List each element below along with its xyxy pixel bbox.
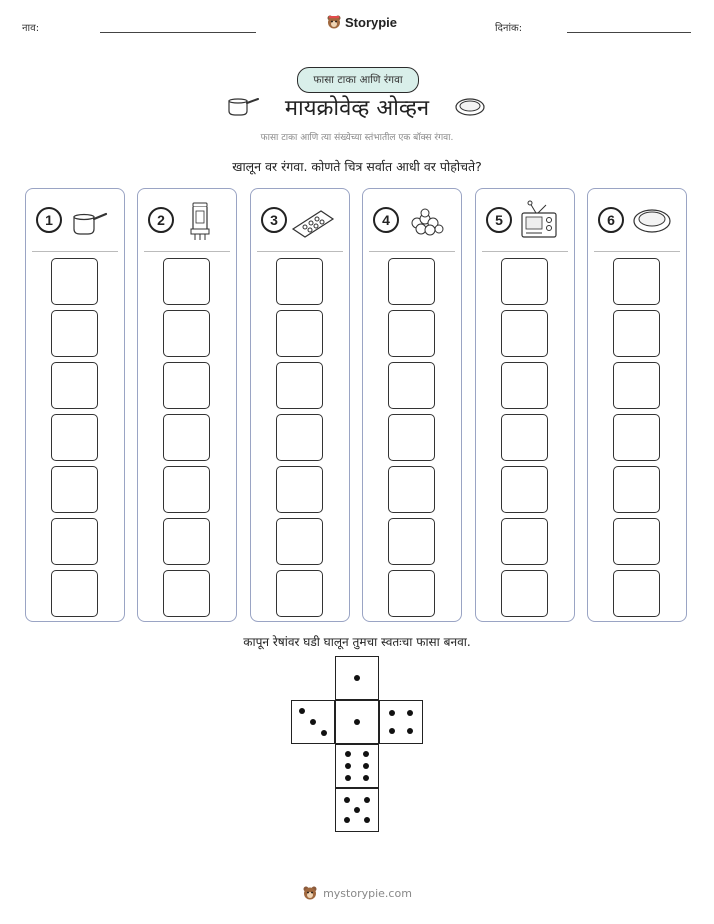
die-pip	[354, 719, 360, 725]
color-box[interactable]	[388, 570, 435, 617]
color-box[interactable]	[613, 570, 660, 617]
die-pip	[389, 728, 395, 734]
color-box[interactable]	[276, 258, 323, 305]
color-box[interactable]	[276, 570, 323, 617]
color-box[interactable]	[276, 466, 323, 513]
cut-instruction: कापून रेषांवर घडी घालून तुमचा स्वतःचा फासा बनवा.	[243, 635, 471, 649]
brand-logo	[326, 14, 397, 30]
die-pip	[310, 719, 316, 725]
page-subtitle: फासा टाका आणि त्या संख्येच्या स्तंभातील एक बॉक्स रंगवा.	[260, 133, 454, 143]
color-box[interactable]	[501, 570, 548, 617]
page-title: मायक्रोवेव्ह ओव्हन	[284, 96, 430, 121]
color-box[interactable]	[501, 466, 548, 513]
color-box[interactable]	[501, 362, 548, 409]
color-box[interactable]	[388, 362, 435, 409]
color-box[interactable]	[276, 518, 323, 565]
die-pip	[407, 710, 413, 716]
column-number: 2	[148, 207, 174, 233]
color-box[interactable]	[163, 362, 210, 409]
column-4	[362, 188, 462, 622]
color-box[interactable]	[163, 570, 210, 617]
column-divider	[257, 251, 343, 252]
color-box[interactable]	[501, 310, 548, 357]
die-face	[335, 744, 379, 788]
die-pip	[389, 710, 395, 716]
die-pip	[364, 797, 370, 803]
die-pip	[299, 708, 305, 714]
brand-name: Storypie	[345, 14, 398, 30]
color-box[interactable]	[501, 518, 548, 565]
bear-mascot-icon	[302, 885, 318, 901]
die-face	[335, 788, 379, 832]
column-number: 4	[373, 207, 399, 233]
dish-icon	[628, 199, 672, 243]
color-box[interactable]	[388, 518, 435, 565]
column-3	[250, 188, 350, 622]
die-pip	[363, 763, 369, 769]
die-pip	[363, 775, 369, 781]
die-face	[335, 656, 379, 700]
color-box[interactable]	[613, 466, 660, 513]
column-5	[475, 188, 575, 622]
color-box[interactable]	[163, 414, 210, 461]
footer-url: mystorypie.com	[323, 886, 412, 900]
color-box[interactable]	[613, 518, 660, 565]
color-box[interactable]	[163, 518, 210, 565]
color-box[interactable]	[51, 310, 98, 357]
name-line[interactable]	[100, 32, 256, 33]
color-box[interactable]	[613, 414, 660, 461]
color-box[interactable]	[51, 518, 98, 565]
die-face	[335, 700, 379, 744]
column-divider	[369, 251, 455, 252]
saucepan-icon	[66, 199, 110, 243]
die-pip	[345, 763, 351, 769]
die-pip	[407, 728, 413, 734]
die-pip	[344, 797, 350, 803]
color-box[interactable]	[613, 310, 660, 357]
column-2	[137, 188, 237, 622]
die-pip	[321, 730, 327, 736]
color-box[interactable]	[163, 258, 210, 305]
popcorn-icon	[403, 199, 447, 243]
die-pip	[345, 751, 351, 757]
color-box[interactable]	[51, 414, 98, 461]
die-face	[379, 700, 423, 744]
radio-icon	[516, 199, 560, 243]
color-box[interactable]	[163, 310, 210, 357]
column-divider	[482, 251, 568, 252]
color-box[interactable]	[613, 362, 660, 409]
column-1	[25, 188, 125, 622]
die-pip	[344, 817, 350, 823]
color-box[interactable]	[388, 258, 435, 305]
column-number: 6	[598, 207, 624, 233]
date-label: दिनांक:	[495, 23, 523, 34]
color-box[interactable]	[51, 258, 98, 305]
color-box[interactable]	[276, 362, 323, 409]
color-box[interactable]	[51, 570, 98, 617]
color-box[interactable]	[51, 362, 98, 409]
name-label: नाव:	[22, 23, 40, 34]
coloring-instruction: खालून वर रंगवा. कोणते चित्र सर्वात आधी वर पोहोचते?	[232, 159, 482, 174]
column-divider	[594, 251, 680, 252]
column-number: 5	[486, 207, 512, 233]
column-divider	[32, 251, 118, 252]
color-box[interactable]	[388, 414, 435, 461]
color-box[interactable]	[613, 258, 660, 305]
date-line[interactable]	[567, 32, 691, 33]
column-6	[587, 188, 687, 622]
color-box[interactable]	[388, 310, 435, 357]
color-box[interactable]	[501, 258, 548, 305]
vacuum-tube-icon	[178, 199, 222, 243]
color-box[interactable]	[163, 466, 210, 513]
dish-title-icon	[454, 95, 486, 117]
column-number: 1	[36, 207, 62, 233]
column-number: 3	[261, 207, 287, 233]
footer	[0, 885, 714, 901]
die-pip	[345, 775, 351, 781]
color-box[interactable]	[501, 414, 548, 461]
color-box[interactable]	[276, 310, 323, 357]
color-box[interactable]	[276, 414, 323, 461]
color-box[interactable]	[51, 466, 98, 513]
color-box[interactable]	[388, 466, 435, 513]
die-pip	[354, 807, 360, 813]
die-pip	[354, 675, 360, 681]
bear-mascot-icon	[326, 14, 342, 30]
die-face	[291, 700, 335, 744]
activity-badge: फासा टाका आणि रंगवा	[297, 67, 419, 93]
baking-tray-icon	[291, 199, 335, 243]
die-pip	[363, 751, 369, 757]
column-divider	[144, 251, 230, 252]
die-pip	[364, 817, 370, 823]
